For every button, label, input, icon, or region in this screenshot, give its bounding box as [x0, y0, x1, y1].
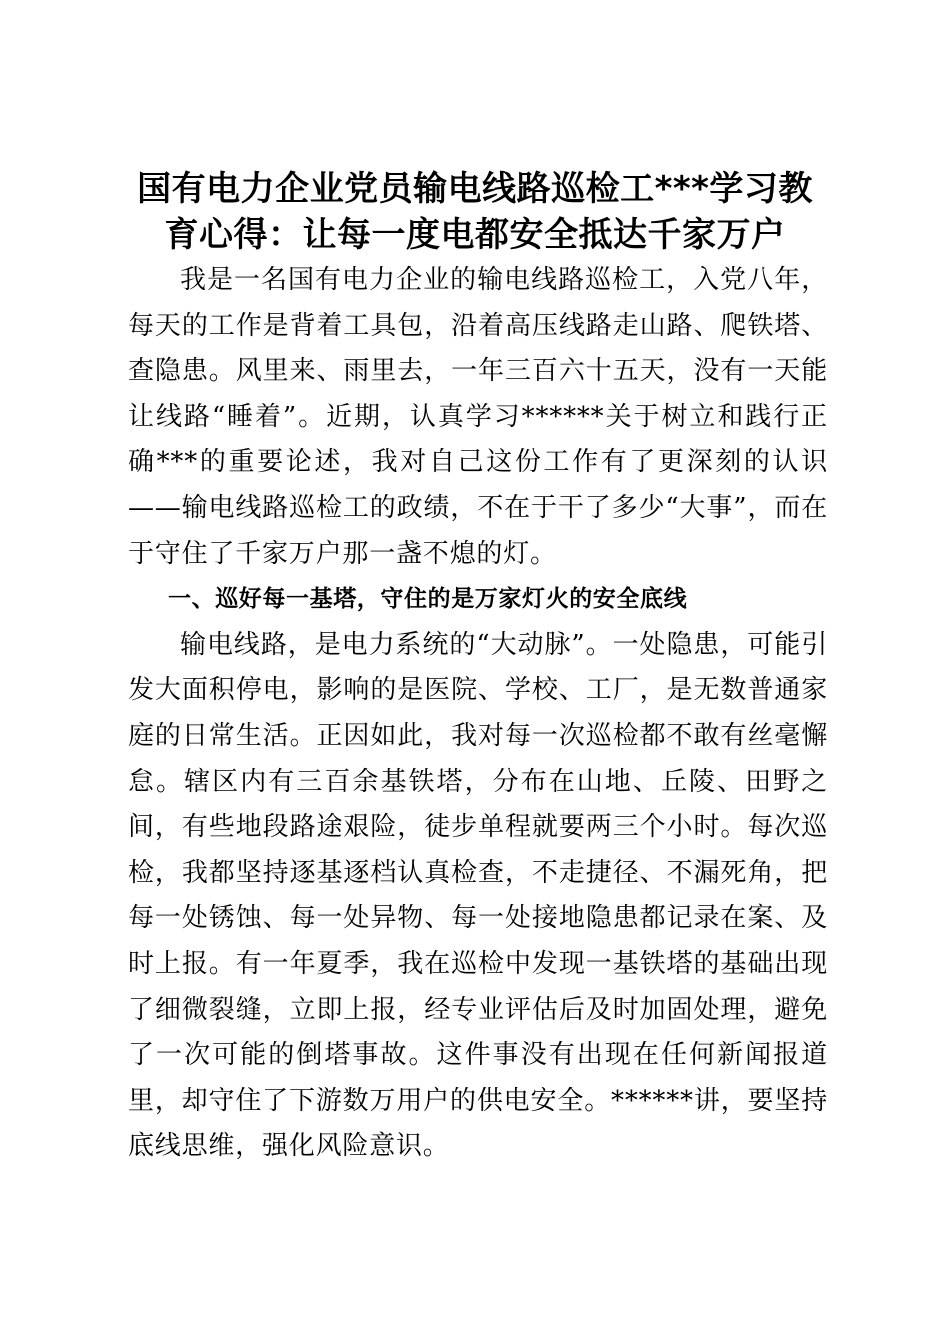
title-line-1: 国有电力企业党员输电线路巡检工***学习教: [137, 169, 813, 209]
section-heading: 一、巡好每一基塔，守住的是万家灯火的安全底线: [168, 586, 688, 613]
title-line-2: 育心得：让每一度电都安全抵达千家万户: [164, 215, 786, 255]
document-title: [120, 166, 830, 258]
document-body: [128, 258, 828, 1170]
section-paragraph: 输电线路，是电力系统的“大动脉”。一处隐患，可能引发大面积停电，影响的是医院、学校、工厂，是无数普通家庭的日常生活。正因如此，我对每一次巡检都不敢有丝毫懈怠。辖区内有三百余基铁塔，分布在山地、丘陵、田野之间，有些地段路途艰险，徒步单程就要两三个小时。每次巡检，我都坚持逐基逐档认真检查，不走捷径、不漏死角，把每一处锈蚀、每一处异物、每一处接地隐患都记录在案、及时上报。有一年夏季，我在巡检中发现一基铁塔的基础出现了细微裂缝，立即上报，经专业评估后及时加固处理，避免了一次可能的倒塔事故。这件事没有出现在任何新闻报道里，却守住了下游数万用户的供电安全。******讲，要坚持底线思维，强化风险意识。: [128, 629, 828, 1162]
intro-paragraph: 我是一名国有电力企业的输电线路巡检工，入党八年，每天的工作是背着工具包，沿着高压线路走山路、爬铁塔、查隐患。风里来、雨里去，一年三百六十五天，没有一天能让线路“睡着”。近期，认真学习******关于树立和践行正确***的重要论述，我对自己这份工作有了更深刻的认识——输电线路巡检工的政绩，不在于干了多少“大事”，而在于守住了千家万户那一盏不熄的灯。: [128, 265, 828, 569]
